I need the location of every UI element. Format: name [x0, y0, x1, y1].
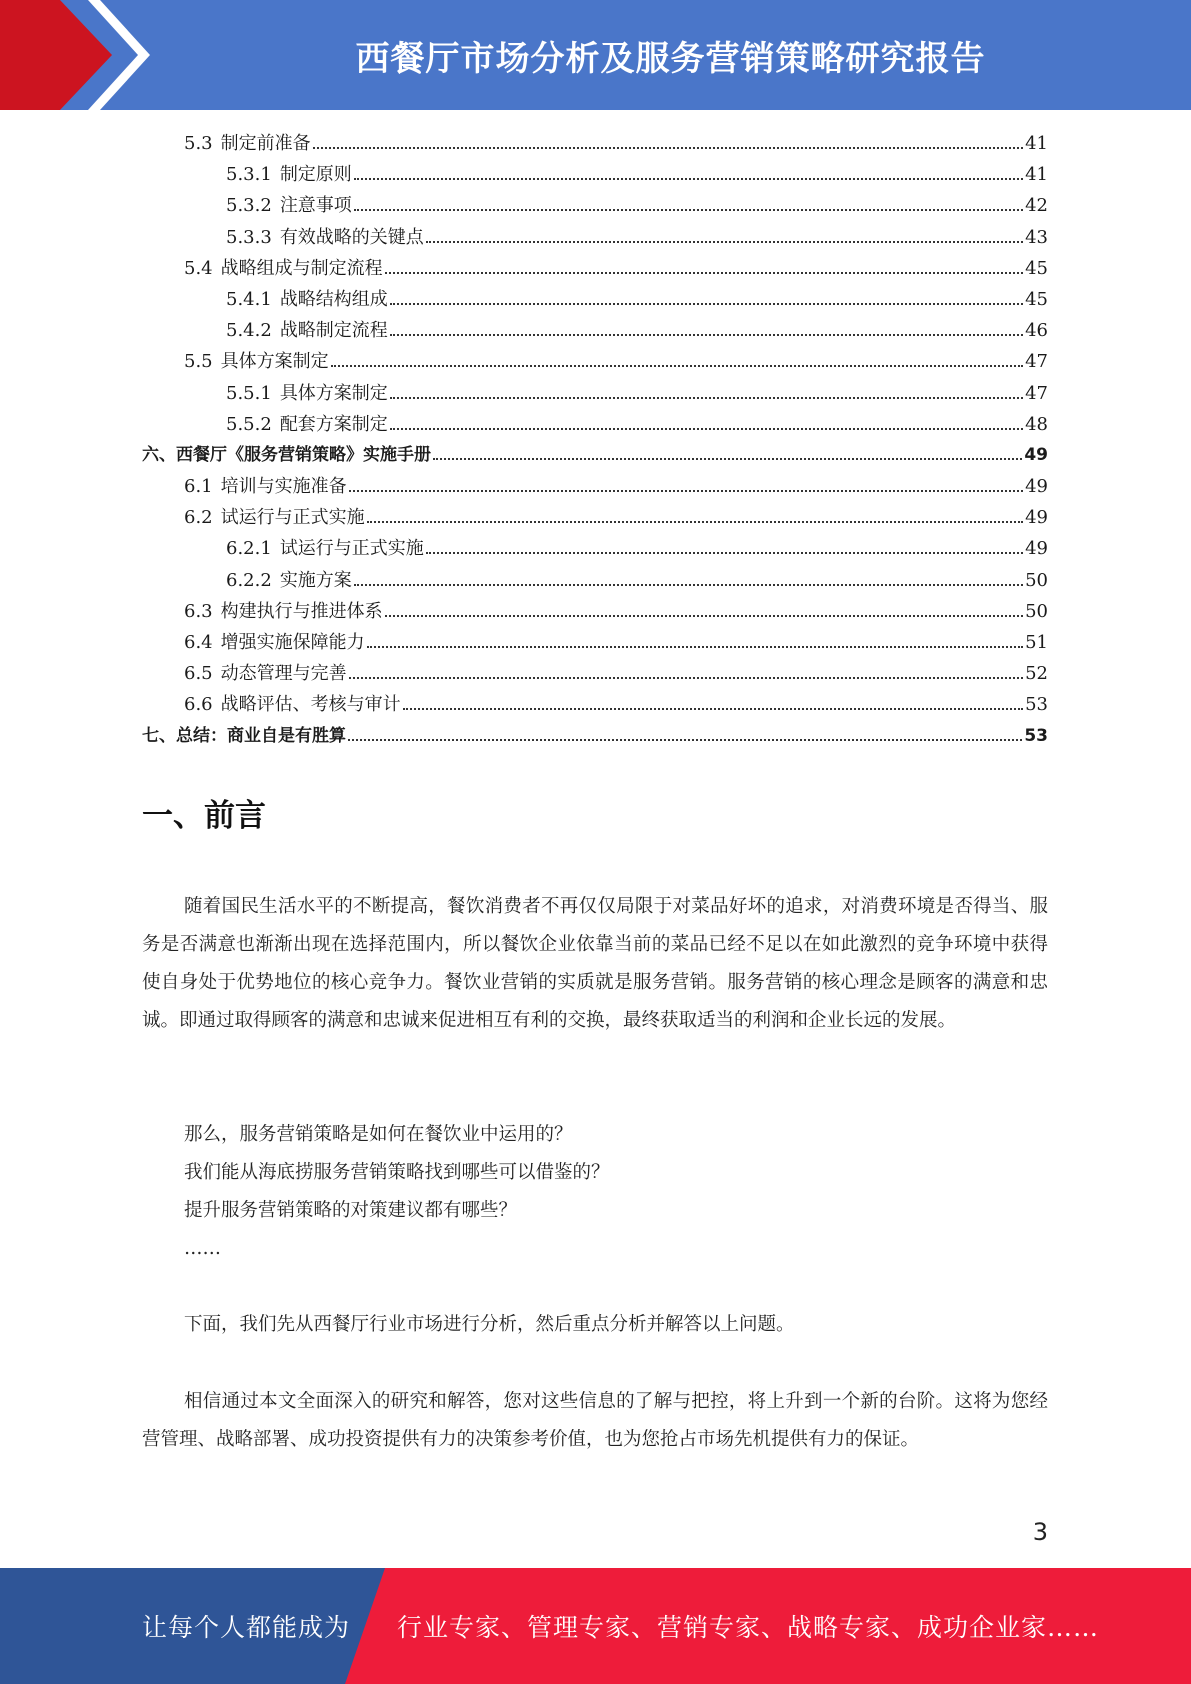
table-of-contents [142, 128, 1048, 752]
toc-entry-number: 5.3.1 [226, 164, 272, 186]
toc-dot-leader [367, 645, 1023, 648]
toc-page-number: 45 [1025, 257, 1048, 279]
toc-entry-number: 5.3 [184, 133, 213, 154]
question-item: 我们能从海底捞服务营销策略找到哪些可以借鉴的？ [184, 1162, 610, 1183]
toc-dot-leader [426, 551, 1023, 554]
toc-entry[interactable] [142, 128, 1048, 159]
toc-dot-leader [433, 457, 1022, 460]
toc-dot-leader [390, 396, 1023, 399]
toc-entry-title: 七、总结：商业自是有胜算 [142, 725, 346, 746]
toc-page-number: 53 [1025, 694, 1048, 716]
toc-page-number: 41 [1025, 164, 1048, 186]
toc-page-number: 50 [1025, 569, 1048, 591]
toc-entry-number: 6.2 [184, 507, 213, 529]
toc-dot-leader [354, 177, 1023, 180]
toc-entry-number: 6.1 [184, 476, 213, 498]
toc-dot-leader [313, 146, 1023, 149]
toc-entry-title: 战略制定流程 [279, 320, 388, 342]
toc-page-number: 53 [1024, 725, 1048, 746]
toc-page-number: 47 [1025, 351, 1048, 373]
toc-dot-leader [390, 333, 1023, 336]
toc-entry-title: 制定前准备 [220, 133, 311, 154]
toc-entry-title: 战略结构组成 [279, 288, 388, 310]
toc-entry-title: 六、西餐厅《服务营销策略》实施手册 [142, 444, 431, 465]
toc-page-number: 50 [1025, 600, 1048, 622]
toc-entry[interactable] [142, 596, 1048, 627]
toc-entry-number: 6.5 [184, 663, 213, 685]
toc-entry[interactable] [142, 284, 1048, 315]
intro-paragraph [142, 888, 1048, 1040]
toc-entry-title: 试运行与正式实施 [279, 538, 424, 560]
toc-entry-number: 6.2.2 [226, 569, 272, 591]
toc-dot-leader [390, 302, 1023, 305]
toc-entry-title: 具体方案制定 [220, 351, 329, 373]
document-title: 西餐厅市场分析及服务营销策略研究报告 [355, 38, 986, 79]
question-item: …… [184, 1238, 221, 1259]
toc-entry-number: 5.4 [184, 257, 213, 279]
toc-entry-number: 5.5.1 [226, 382, 272, 404]
toc-dot-leader [349, 489, 1023, 492]
toc-page-number: 42 [1025, 195, 1048, 217]
toc-page-number: 52 [1025, 663, 1048, 685]
transition-paragraph [142, 1306, 1048, 1344]
toc-entry-number: 5.5 [184, 351, 213, 373]
toc-entry[interactable] [142, 502, 1048, 533]
toc-page-number: 41 [1025, 133, 1048, 154]
toc-page-number: 46 [1025, 320, 1048, 342]
paragraph-text: 相信通过本文全面深入的研究和解答，您对这些信息的了解与把控，将上升到一个新的台阶。这将为您经营管理、战略部署、成功投资提供有力的决策参考价值，也为您抢占市场先机提供有力的保证。 [142, 1391, 1048, 1450]
toc-entry[interactable] [142, 658, 1048, 689]
toc-dot-leader [403, 707, 1023, 710]
toc-entry[interactable] [142, 533, 1048, 564]
toc-entry-number: 6.4 [184, 632, 213, 653]
toc-dot-leader [354, 583, 1023, 586]
toc-entry[interactable] [142, 253, 1048, 284]
paragraph-text: 随着国民生活水平的不断提高，餐饮消费者不再仅仅局限于对菜品好坏的追求，对消费环境是否得当、服务是否满意也渐渐出现在选择范围内，所以餐饮企业依靠当前的菜品已经不足以在如此激烈的竞争环境中获得使自身处于优势地位的核心竞争力。餐饮业营销的实质就是服务营销。服务营销的核心理念是顾客的满意和忠诚。即通过取得顾客的满意和忠诚来促进相互有利的交换，最终获取适当的利润和企业长远的发展。 [142, 896, 1048, 1031]
toc-page-number: 43 [1025, 226, 1048, 248]
toc-entry-number: 6.6 [184, 694, 213, 716]
toc-page-number: 51 [1025, 632, 1048, 653]
toc-dot-leader [385, 614, 1023, 617]
toc-entry[interactable] [142, 471, 1048, 502]
toc-dot-leader [331, 364, 1023, 367]
toc-entry[interactable] [142, 222, 1048, 253]
toc-entry[interactable] [142, 440, 1048, 471]
toc-entry-title: 构建执行与推进体系 [220, 600, 383, 622]
toc-entry-number: 5.5.2 [226, 413, 272, 435]
footer-banner [0, 1568, 1191, 1684]
toc-dot-leader [348, 738, 1022, 741]
toc-entry-title: 制定原则 [279, 164, 352, 186]
toc-page-number: 45 [1025, 288, 1048, 310]
toc-entry-title: 具体方案制定 [279, 382, 388, 404]
toc-page-number: 47 [1025, 382, 1048, 404]
toc-page-number: 49 [1025, 476, 1048, 498]
toc-entry-title: 增强实施保障能力 [220, 632, 365, 653]
section-heading: 一、前言 [142, 798, 266, 834]
page-number: 3 [1032, 1518, 1048, 1546]
toc-entry-title: 配套方案制定 [279, 413, 388, 435]
header-banner [0, 0, 1191, 110]
footer-slogan-right: 行业专家、管理专家、营销专家、战略专家、成功企业家…… [397, 1613, 1100, 1642]
toc-entry-title: 动态管理与完善 [220, 663, 347, 685]
toc-entry-title: 战略评估、考核与审计 [220, 694, 401, 716]
toc-entry-title: 试运行与正式实施 [220, 507, 365, 529]
toc-entry-title: 有效战略的关键点 [279, 226, 424, 248]
toc-entry[interactable] [142, 565, 1048, 596]
toc-dot-leader [354, 208, 1023, 211]
toc-entry-number: 6.2.1 [226, 538, 272, 560]
footer-slogan-left: 让每个人都能成为 [142, 1613, 351, 1642]
paragraph-text: 下面，我们先从西餐厅行业市场进行分析，然后重点分析并解答以上问题。 [184, 1314, 795, 1335]
toc-entry[interactable] [142, 159, 1048, 190]
toc-entry-title: 培训与实施准备 [220, 476, 347, 498]
toc-entry[interactable] [142, 689, 1048, 720]
toc-page-number: 49 [1025, 538, 1048, 560]
toc-page-number: 48 [1025, 413, 1048, 435]
toc-entry-title: 战略组成与制定流程 [220, 257, 383, 279]
toc-page-number: 49 [1024, 444, 1048, 465]
toc-dot-leader [349, 676, 1023, 679]
toc-entry[interactable] [142, 627, 1048, 658]
toc-entry[interactable] [142, 721, 1048, 752]
toc-dot-leader [385, 271, 1023, 274]
question-list [184, 1116, 610, 1268]
toc-entry[interactable] [142, 409, 1048, 440]
toc-entry[interactable] [142, 190, 1048, 221]
header-chevron-icon [0, 0, 160, 110]
toc-entry-number: 5.3.3 [226, 226, 272, 248]
toc-entry-number: 6.3 [184, 600, 213, 622]
toc-entry[interactable] [142, 378, 1048, 409]
toc-entry-number: 5.4.2 [226, 320, 272, 342]
toc-dot-leader [390, 427, 1023, 430]
toc-page-number: 49 [1025, 507, 1048, 529]
toc-entry[interactable] [142, 315, 1048, 346]
toc-entry-title: 实施方案 [279, 569, 352, 591]
question-item: 那么，服务营销策略是如何在餐饮业中运用的？ [184, 1124, 573, 1145]
toc-entry-title: 注意事项 [279, 195, 352, 217]
toc-entry-number: 5.3.2 [226, 195, 272, 217]
toc-entry-number: 5.4.1 [226, 288, 272, 310]
toc-dot-leader [367, 520, 1023, 523]
toc-entry[interactable] [142, 346, 1048, 377]
closing-paragraph [142, 1383, 1048, 1459]
question-item: 提升服务营销策略的对策建议都有哪些？ [184, 1200, 518, 1221]
toc-dot-leader [426, 240, 1023, 243]
